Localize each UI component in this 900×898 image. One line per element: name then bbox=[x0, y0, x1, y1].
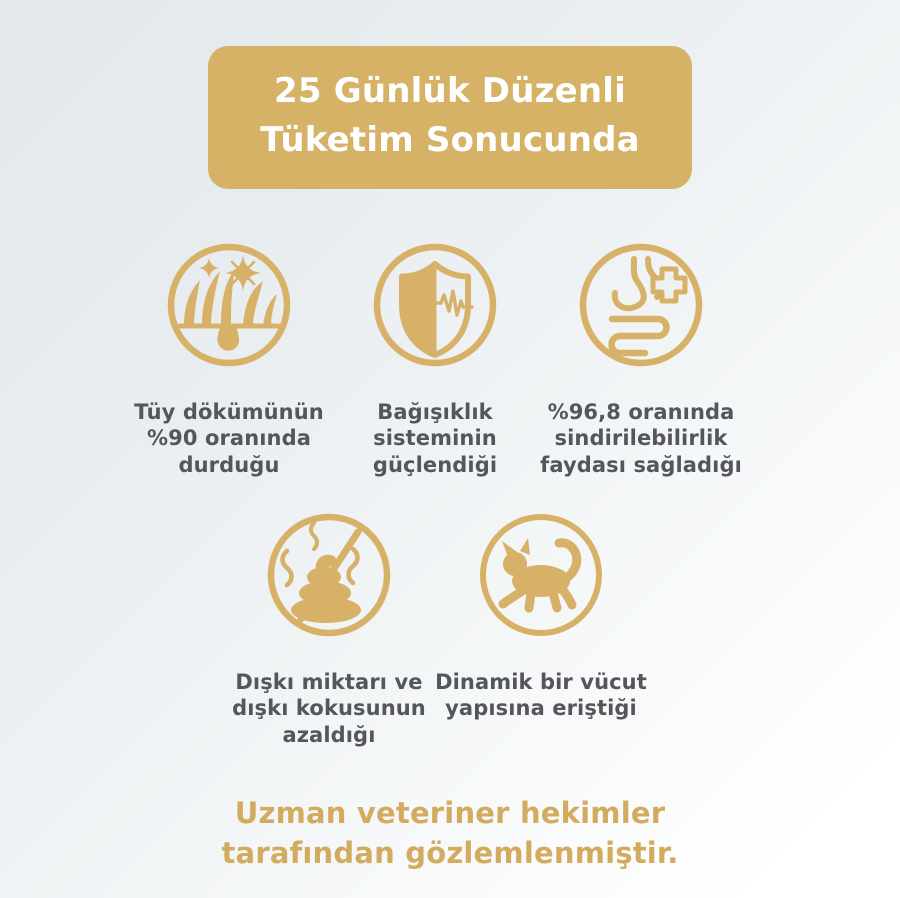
digestive-system-icon bbox=[575, 239, 707, 371]
caption-line: durduğu bbox=[178, 452, 280, 477]
caption-line: Tüy dökümünün bbox=[134, 399, 324, 424]
no-stool-odor-icon bbox=[263, 509, 395, 641]
caption-line: %96,8 oranında bbox=[547, 399, 735, 424]
header-title-line1: 25 Günlük Düzenli bbox=[274, 71, 626, 111]
immune-shield-icon bbox=[369, 239, 501, 371]
benefit-caption bbox=[435, 669, 647, 722]
caption-line: güçlendiği bbox=[372, 452, 498, 477]
benefit-dynamic-body bbox=[435, 509, 647, 749]
footer-note bbox=[221, 793, 678, 874]
caption-line: yapısına eriştiği bbox=[445, 696, 637, 721]
caption-line: Bağışıklık bbox=[377, 399, 493, 424]
caption-line: azaldığı bbox=[282, 722, 376, 747]
benefit-caption bbox=[134, 399, 324, 479]
footer-note-line1: Uzman veteriner hekimler bbox=[234, 795, 666, 830]
caption-line: Dışkı miktarı ve bbox=[235, 669, 423, 694]
benefit-immune-system bbox=[332, 239, 538, 479]
benefits-row-2 bbox=[223, 509, 647, 749]
caption-line: sisteminin bbox=[373, 426, 497, 451]
benefit-fur-shedding bbox=[126, 239, 332, 479]
benefit-digestibility bbox=[538, 239, 744, 479]
footer-note-line2: tarafından gözlemlenmiştir. bbox=[221, 836, 679, 871]
benefits-row-1 bbox=[126, 239, 744, 479]
header-title-line2: Tüketim Sonucunda bbox=[260, 120, 640, 161]
benefit-caption bbox=[232, 669, 426, 749]
caption-line: faydası sağladığı bbox=[540, 452, 742, 477]
caption-line: dışkı kokusunun bbox=[232, 696, 426, 721]
dynamic-body-cat-icon bbox=[475, 509, 607, 641]
caption-line: sindirilebilirlik bbox=[554, 426, 728, 451]
benefit-caption bbox=[540, 399, 742, 479]
benefit-stool-odor bbox=[223, 509, 435, 749]
caption-line: Dinamik bir vücut bbox=[435, 669, 647, 694]
header-banner bbox=[208, 46, 692, 189]
caption-line: %90 oranında bbox=[146, 426, 312, 451]
benefit-caption bbox=[373, 399, 497, 479]
fur-shedding-icon bbox=[163, 239, 295, 371]
